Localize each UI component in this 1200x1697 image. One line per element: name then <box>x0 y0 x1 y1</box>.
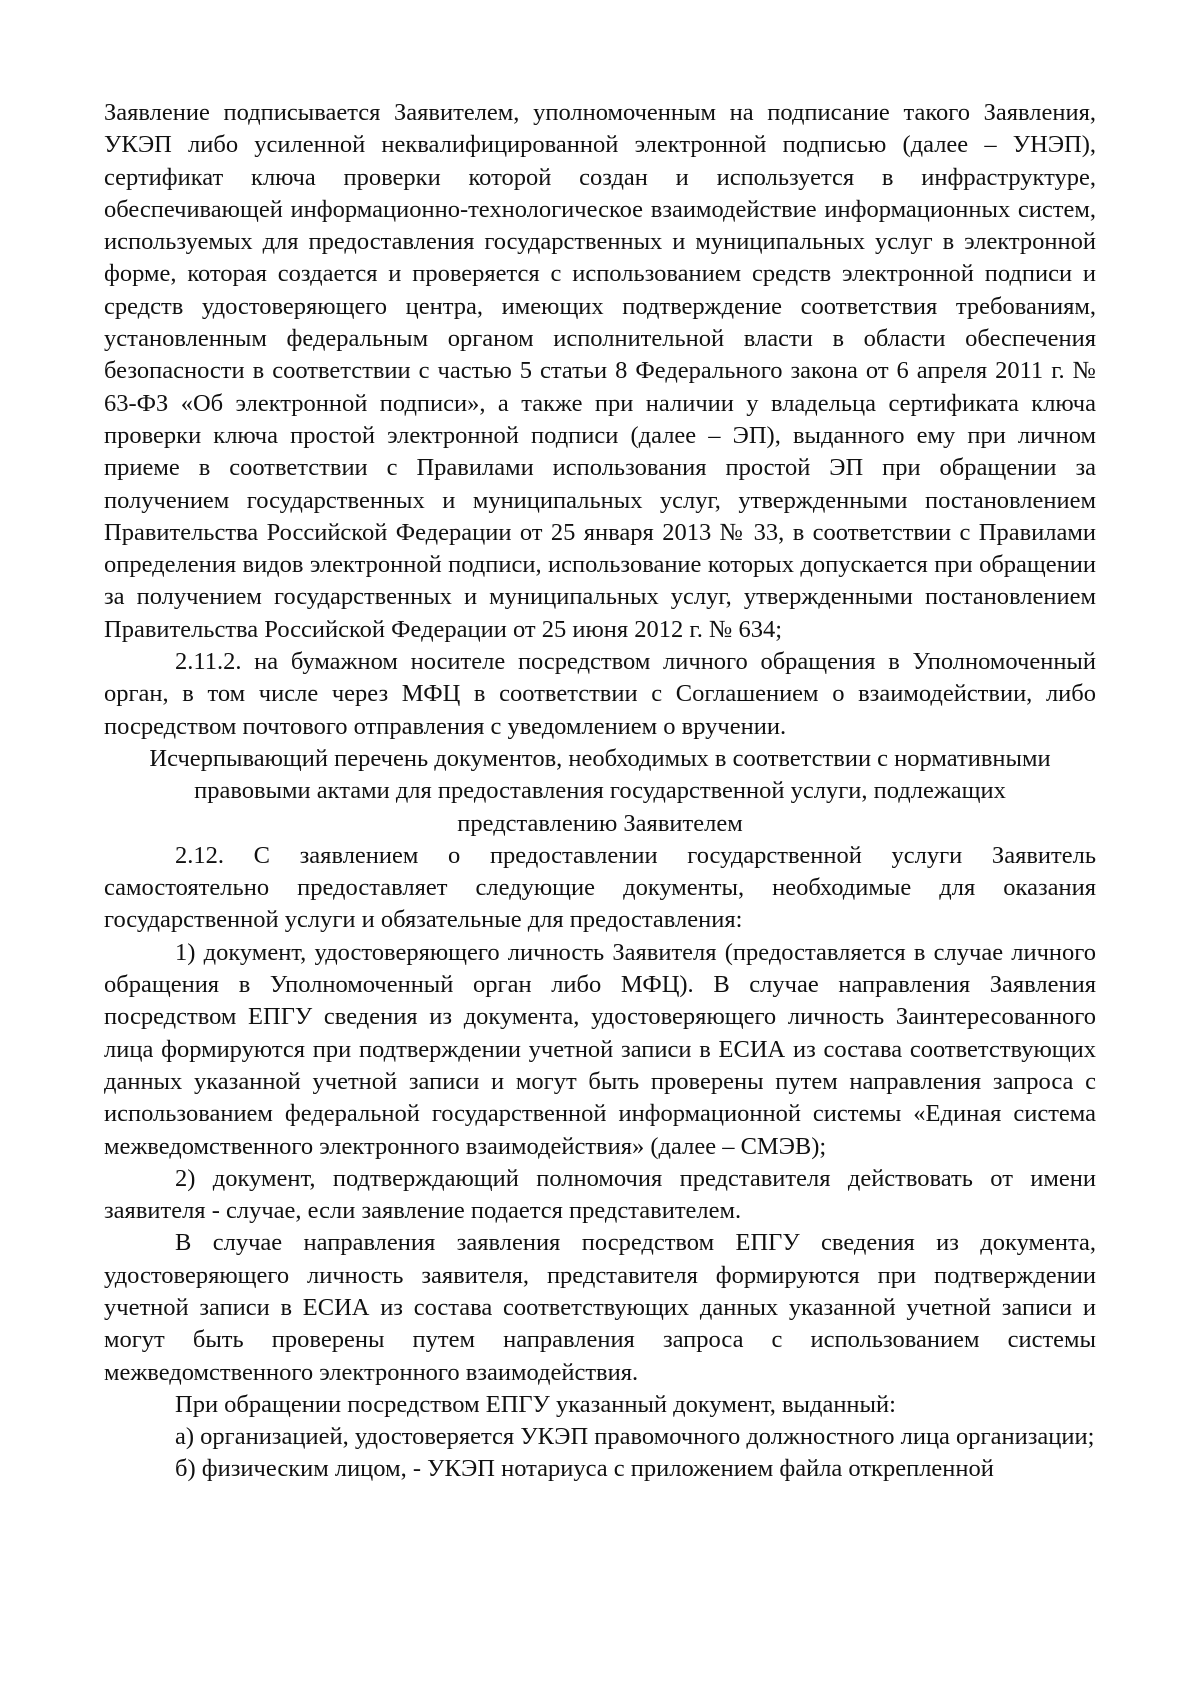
list-item-b: б) физическим лицом, - УКЭП нотариуса с приложением файла открепленной <box>175 1455 994 1483</box>
paragraph-2-11-2: 2.11.2. на бумажном носителе посредством личного обращения в Уполномоченный орган, в том числе через МФЦ в соответствии с Соглашением о взаимодействии, либо посредством почтового отправления с уведомлением о вручении. <box>104 648 1096 740</box>
paragraph-signature-requirements: Заявление подписывается Заявителем, уполномоченным на подписание такого Заявления, УКЭП либо усиленной неквалифицированной электронной подписью (далее – УНЭП), сертификат ключа проверки которой создан и используется в инфраструктуре, обеспечивающей информационно-технологическое взаимодействие информационных систем, используемых для предоставления государственных и муниципальных услуг в электронной форме, которая создается и проверяется с использованием средств электронной подписи и средств удостоверяющего центра, имеющих подтверждение соответствия требованиям, установленным федеральным органом исполнительной власти в области обеспечения безопасности в соответствии с частью 5 статьи 8 Федерального закона от 6 апреля 2011 г. № 63-ФЗ «Об электронной подписи», а также при наличии у владельца сертификата ключа проверки ключа простой электронной подписи (далее – ЭП), выданного ему при личном приеме в соответствии с Правилами использования простой ЭП при обращении за получением государственных и муниципальных услуг, утвержденными постановлением Правительства Российской Федерации от 25 января 2013 № 33, в соответствии с Правилами определения видов электронной подписи, использование которых допускается при обращении за получением государственных и муниципальных услуг, утвержденными постановлением Правительства Российской Федерации от 25 июня 2012 г. № 634; <box>104 99 1096 643</box>
list-item-a: а) организацией, удостоверяется УКЭП правомочного должностного лица организации; <box>175 1423 1095 1451</box>
section-heading: Исчерпывающий перечень документов, необходимых в соответствии с нормативными правовыми актами для предоставления государственной услуги, подлежащих представлению Заявителем <box>149 744 1051 837</box>
list-item-1: 1) документ, удостоверяющего личность Заявителя (предоставляется в случае личного обращения в Уполномоченный орган либо МФЦ). В случае направления Заявления посредством ЕПГУ сведения из документа, удостоверяющего личность Заинтересованного лица формируются при подтверждении учетной записи в ЕСИА из состава соответствующих данных указанной учетной записи и могут быть проверены путем направления запроса с использованием федеральной государственной информационной системы «Единая система межведомственного электронного взаимодействия» (далее – СМЭВ); <box>104 938 1096 1160</box>
paragraph-epgu-identity: В случае направления заявления посредством ЕПГУ сведения из документа, удостоверяющего личность заявителя, представителя формируются при подтверждении учетной записи в ЕСИА из состава соответствующих данных указанной учетной записи и могут быть проверены путем направления запроса с использованием системы межведомственного электронного взаимодействия. <box>104 1229 1096 1386</box>
paragraph-epgu-document: При обращении посредством ЕПГУ указанный документ, выданный: <box>175 1390 896 1418</box>
list-item-2: 2) документ, подтверждающий полномочия представителя действовать от имени заявителя - случае, если заявление подается представителем. <box>104 1164 1096 1225</box>
paragraph-2-12: 2.12. С заявлением о предоставлении государственной услуги Заявитель самостоятельно предоставляет следующие документы, необходимые для оказания государственной услуги и обязательные для предоставления: <box>104 841 1096 934</box>
